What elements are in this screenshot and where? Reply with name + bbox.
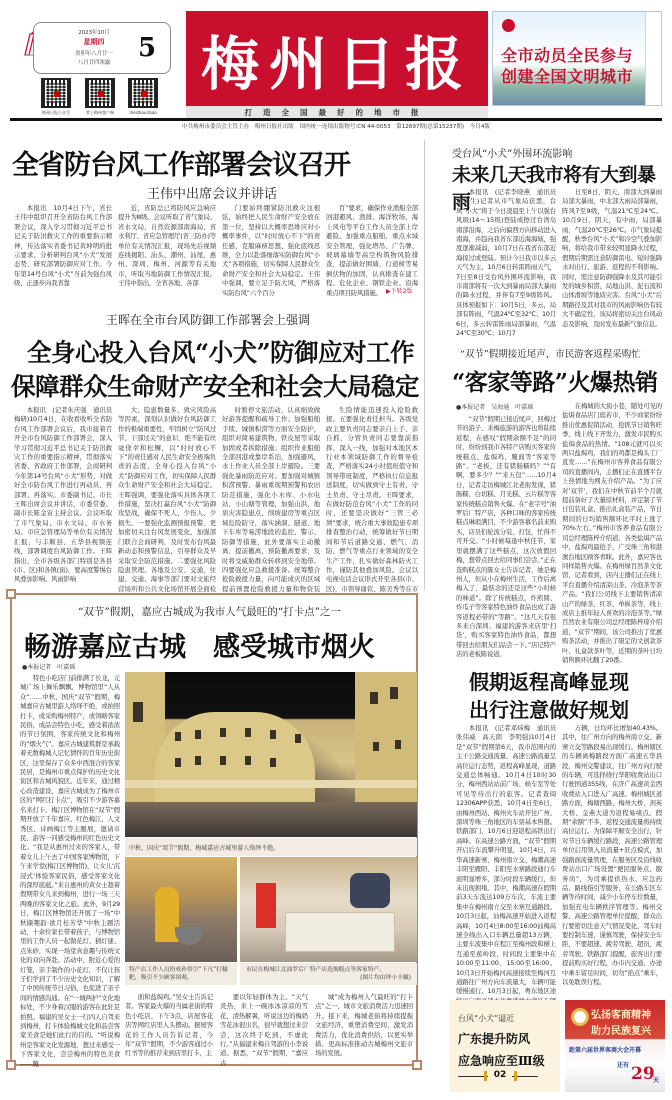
story1-col-1: 本报讯 10月4日下午，省长王伟中组织召开全省防台风工作部署会议，深入学习贯彻习近平总书记关于防汛救灾工作的重要指示精神，传达落实省委书记黄坤明的批示要求，分析研判台风“小犬”发展态势，研究部署防御应对工作。今年第14号台风“小犬”当前为强台风级，正逐步向我省靠 [14,204,112,288]
photo-caption-main: 中秋、国庆“双节”假期，梅城嘉应古城里游人络绎不绝。 [125,838,417,856]
qr-code-wechat[interactable] [41,78,71,108]
qr-caption: 掌上梅州客户端 [86,110,114,115]
feature-headline[interactable]: 畅游嘉应古城 感受城市烟火 [24,632,375,663]
story1-subhead: 王伟中出席会议并讲话 [147,187,278,202]
story1-col-4: 百”要求，确保作业渔船全部回港避风、渔排、海洋牧场、海上风电等平台工作人员全部上岸避险。加强重点船舶、重点水域安全管理，强化塔吊、广告牌、玻璃幕墙等高空构筑物风险排查，提前做好围墙、行道树等易倒伏物的加固，认真排查在建工程、危化企业、钢铁企业、沿海重点项目防风措施。 [326,204,418,297]
hakka-goods-col-1: “双节”假期已接近尾声，回梅过节的游子、来梅旅游的游客也将陆续返程，在感叹“假期余额不足”的同时，纷纷到我市各特产店购买客家传统糕点、盐焗鸡、腌面等“客家等路”。“老板，还有猪肠糯吗？”“有啊，要多少？”“来五包”……10月4日，记者走访梅城江北老街发现，猪肠糯、白切糕、月光糕、云片糕等客家传统糕点销售火爆。在“老字号”油罗后厂特产店，各种口味的客家传统糕点琳琅满目，不少游客慕名前来购买，店员们轮流分装、打包，忙得不可开交。“小时候每逢中秋佳节，家里就摆满了这些糕点，这次放假回梅，想带点回去给同事们尝尝。”正在选购糕点的陈女士告诉记者，她是梅州人，但从小在梅州生活，工作后离梅入了，最惦念的还是这些“小时候的味道”。除了传统糕点，炸煎圆、炸瓜子等客家特色油炸食品也成了游客返程必带的“等路”。“这几天有很多来自深圳、福建的游客来店里‘扫货’，购买客家特色油炸食品，都想带回去给朋友们品尝一下。”店记特产店的老板陈说道。 [456,415,556,659]
lunar-date: 癸卯年八月廿一 [75,51,113,57]
continued-link[interactable]: ▶下转2版 [386,288,413,295]
feature-kicker: “双节”假期，嘉应古城成为我市人气最旺的“打卡点”之一 [78,606,341,618]
story2-headline-line1[interactable]: 全身心投入台风“小犬”防御应对工作 [27,338,415,367]
travel-col-2: 万辆，日均环比增加40.43%。其中，往广州方向的梅州南立交、新寨立交等路段易出现缓行。梅州辖区的车辆离梅路段方面广高速五华县段，梅州交警建议，往广州方向行驶的车辆，可选择绕行华阳收费站出口行驶国道355线，在济广高速黄金西收费站入口进入广高速。梅州城区道路方面，梅塘西路、梅州大桥、剑英大桥、金燕大道为返程易堵点。假期“余额”不多，返程交通流量将持续高位运行。为保障平顺安全出行，针对节日车辆缓行路段，高速公路管理单位启用领入员流量+驻点模式，加强路面流量管理，在服务区及沿线收费站出口广场设置“便民服务点、服务岗”，为司乘提供热水、应急药品、路线指引等服务，在公路车区车辆等待时间，减少小车停车位数量，加强充电车辆秩序管理等。梅州交警、高速公路管理单位提醒，群众出行要密切注意天气情况变化，驾车时要控制车速，谨慎驾驶，保持安全车距，不要超速、疲劳驾驶、超员，疲劳驾驶。铁路部门提醒，旅客出行要提前购买好行程，办市内交通、办途中乘车留足时间，切勿“掐点”乘车，以免耽误行程。 [562,724,662,986]
ad-side-strip [645,12,661,105]
date-box [33,22,171,74]
slogan: 打造全国最好的地市报 [244,108,430,117]
masthead-banner [186,11,488,106]
hakka-goods-headline[interactable]: “客家等路”火爆热销 [452,369,658,396]
masthead-rule [10,118,662,121]
photo-caption-a: 特产店工作人员扮成孙悟空“下凡”打糍粑，吸引不少顾客围观。 [125,963,237,985]
ad2-line-2: 助力民族复兴 [591,1026,651,1037]
story1-col-2: 近，省防总已将防风应急响应提升为Ⅲ级。会议听取了省气象局、省水文局、自然资源部南海局、省水利厅、省应急管理厅(省三防办)等单位有关情况汇报，现场先后视频连线揭阳、汕头、潮州、汕尾、惠州、深圳、梅州、河源等有关地市，听取当地防御工作情况汇报。王伟中指出，全省各地、各部 [118,204,216,288]
travel-headline-line2[interactable]: 出行注意做好规划 [469,698,629,722]
story1-col-3: 门要始终绷紧防汛救灾这根弦，始终把人民生命财产安全放在第一位，坚持以大概率思维应对小概率事件，以“时时放心不下”的责任感，克服麻痹思想、强化底线思维，全力以赴落细落实防御台风“小犬”各项措施，切实保障人民群众生命财产安全和社会大局稳定。王伟中强调，要立足于防大风，严格落实防台风“六个百分 [222,204,320,297]
shop-worker [256,883,276,928]
travel-headline-line1[interactable]: 假期返程高峰显现 [469,670,629,694]
ad-line-1: 全市动员全民参与 [501,46,634,65]
travel-col-1: 本报讯 (记者邓炜梅 通讯员张伟威 高天朗 李明强)10月4日是“双节”假期第6天，我市范围内的主干公路交通流量、高速公路流量呈高位运行态势，返程高峰显现，道路交通总体畅通。10月4日10时30分，梅州西站站前广场、候车室等处可见等待出行的旅客。记者查阅12306APP获悉，10月4日至6日，由梅州西站、梅州火车站开往广州、深圳等珠三角地区的车票基本售罄。铁路部门，10月6日迎返程高铁出行高峰。在高速公路方面，“双节”假期开启后车流攀升明显，10月4日，兴华高速新寨、梅州南立交、梅潮高速丰阳至雁阳、丰阳至水寨路段通行车流明显增多，部分时段车辆缓行，但未出现拥堵。其中，梅潮高速在假期前3天车流达109万车次，车流主要集中在梅州南立交至水寨互通路段。10月3日起，汕梅高速开始进入返程高峰，10月4日8:00至16:00汕梅高速全线出入口车辆总量超13万辆，主要车流集中在程江至梅州段和横上互通至蕉岭段，时间段主要集中在10:00至11:00、15:00至16:00。10月3日开始梅河高速接续至梅河互通路往广州方向车流量大，车辆可能缓慢通行。10月3日起，粤东地区途 [456,724,556,996]
building-center [155,712,315,802]
photo-caption-b [240,963,417,985]
hakka-goods-col-2: 在梅城的大街小巷，随处可见的盐焗食品店门庭若市，不少商家纷纷推出优惠促销活动，抢抓节日销售旺季，线上线下齐发力，激发市民购买盐焗食品的热情。“108元就可以买两只盐焗鸡，我们的鸡都是梅头工厂直发……”在梅州市客养食品有限公司的直播间内，主播们正在直播平台上热情地为网友介绍产品。“为了应对‘双节’，我们在中秋节前半个月就提前备好了大量原材料，并定制了节日包装礼盒、推出礼盒装产品，节日期间的日均销售额环比平时上涨了70%左右。”梅州市客养食品有限公司总经理陈梓介绍道，各类盐焗产品中，盐焗鸡最抢手，广受珠三角和港澳台地区顾客青睐。此外，嘉应客也同样销售火爆。在梅州绿百然茶文化馆，记者看到，店内主播们正在线上平台直播介绍清凉山茶、冷泡茶等茶产品。“我们公司线下主要销售清凉山产的绿茶、红茶、单枞茶等，线上或店主推年轻人喜欢的冷泡茶等。”绿百然农业有限公司总经理陈梓琼介绍道，“双节”期间，该公司推出了优惠购茶活动，并推出了限定的文创款茶叶、礼盒款茶叶等，近期的茶叶日均销售额环比翻了20番。 [562,402,662,664]
story2-col-3: 时暂停文旅活动，认真细致做好游客提醒和疏导工作；加强船舶手续、城镇积涝等方面安全防护，组织对简易建筑物、铁皮屋等采取加固或者拆除措施；组织作业船舶全部回港或靠岸系泊，加强避风，水上作业人员全部上岸避险。三要强化暴雨防范应对。要加强对城镇积涝预警、暴雨重现期预警和农田防范措施，强化小水库、小水电站、小山塘等管理，加强山洪、地质灾害隐患点、削坡建房等重点区域危险防守，落实涵洞、隧道、地下车库等易涝地段的监控、警示、防御等措施，此外要落实主动撤离、提前撤离，预防撤离要求，及时将受威胁群众转移到安全地带。四要强化应急救援准备。统筹整合抢险救援力量，向可能成灾的区域提前预置抢险救援力量和物资装 [222,406,320,593]
ad2-line-1: 弘扬客商精神 [591,1010,651,1021]
ad-line-2: 创建全国文明城市 [501,67,634,86]
newspaper-title: 梅州日报 [200,30,473,98]
weather-col-1: 本报讯 (记者李晓燕 通讯员谢盛生)记者从市气象局获悉，台风“小犬”将于今日凌晨至上午以强台风级(14～15级)登陆或擦过台湾岛南部沿海，之后向偏西方向移动进入南海，并趋向我省东部近海海域，强度逐渐减弱，10月7日在我省东部近海掠过或登陆。预计今日我市以多云天气为主，10月6日转雷阵雨天气，7日至8日受台风外围环流影响，我市南部将有一次大到暴雨局部大暴雨的降水过程，并伴有7至9级阵风。具体预报如下：10月5日，多云，局部有阵雨，气温24℃至32℃；10月6日，多云转雷阵雨局部暴雨，气温24℃至30℃；10月7 [456,188,556,338]
qr-caption: meizhouribao [129,110,157,115]
slogan-bar [186,106,488,118]
civilization-city-ad[interactable] [492,11,662,106]
feature-col-mid-1: 面和盐焗鸡。”吴女士告诉记者。客家最火爆的当属老街的特色小吃店，下午3点，店屋客花店等网红店里人头攒动。据屋客花的工作人员告诉记者，今年“双节”假期，不少游客通过小红书等的推荐来到店里打卡，主 [125,993,213,1058]
feature-col-left: 特色小吃店门前排满了长龙，元城广场上舞乐飘飘，博物馆里“人从众”……中秋、国庆“双节”假期，梅城嘉应古城里游人络绎不绝，或拍照打卡，或采购梅州特产，或领略客家民俗，或品尝特色小吃，感受着浓浓的节日氛围，客家传统文化和梅州的“烟火气”。嘉应古城建筑群是承载着无数梅城人记忆情怀的百年历史街区，这里保存了众多中西混合的客家民居，是梅州市重点保护的历史文化街区和古城风貌区。近年来，通过精心改造建设，嘉应古城成为了梅州市区的“网红打卡点”，吸引不少游客慕名来打卡。梅江区博物馆在“双节”假期开放了千年嘉应、红色梅江、人文秀区、诗画梅江等主题展，邀请市民、游客一同感受梅州的红色历史文化。“我是从惠州过来的客家人，带着女儿上午去了中国客家博物馆，下午来学堂(梅江区博物馆)，让女儿‘沉浸式’体验客家民俗，感受客家文化的深厚底蕴。”来自惠州的黄女士趁着假期带女儿来到梅州，进行一场三天两晚的客家文化之旅。此外，9月29日，梅江区博物馆还开展了一场“中秋撷趣韵·欲月桂芳华”中秋主题活动，十余位家长带着孩子，与博物馆里的工作人员一起做花灯、猜灯谜、点朱砂，实现一场堂真意趣与传统文化的双向奔赴。活动中，附近心爱的灯笼，亲手制作的小花灯，不仅让孩子们学到了不少历史文化知识，了解了中国传统节日习俗，也促进了亲子间的情感沟通。在“一城两护”文化地标处，不少身着汉服的游客在此驻足拍照。福建的吴女士一行四人自驾来到梅州，打卡体验梅城文化和品尝客家美食是她们此行的目的。“听说梅州是客家文化发源地，想过来感受一下客家文化，尝尝梅州的特色美食——腌 [20,674,120,1068]
shop-signs [125,780,417,788]
column-divider [424,140,425,590]
border-ornament [6,589,16,599]
day-number: 5 [138,33,157,63]
publisher-info: 中共梅州市委员会主管主办 梅州日报社出版 国内统一连续出版物号:CN 44-0053 第12697期(总第15237期) 今日4版 [182,124,490,130]
weather-col-2: 日至8日，阴天，南部大到暴雨局部大暴雨，中北部大雨局部暴雨，阵风7至9级，气温21℃至24℃。10月9日，阴天，有中雨，局部暴雨，气温20℃至26℃。市气象局提醒，秋季台风“小犬”和冷空气叠加影响，将给我市带来较明显降水过程，假期后期需注意防御雷电、短时强降水对出行、旅游、返程的不利影响。同时，需注意防御强降水及其可能引发的城乡积涝、局地山洪、泥石流和山体滑坡等地质灾害。台风“小犬”后期路径及其对我市的风雨影响仍有较大不确定性，该局将密切关注台风动态及影响，及时发布最新气象信息。 [562,188,662,328]
solar-term: 八月廿四寒露 [77,60,111,66]
page-marker-right [514,1071,517,1081]
teaser-headline-line1[interactable]: 广东提升防风 [458,1032,531,1046]
weather-kicker: 受台风“小犬”外围环流影响 [452,149,573,160]
border-ornament [412,1060,422,1070]
story2-kicker: 王晖在全市台风防御工作部署会上强调 [106,313,311,327]
monkey-king-photo[interactable] [125,857,237,962]
story2-col-4: 生险情能迅速投入抢险救援。五要强化责任担当。各级党政主要负责同志要亲自上手、亲自抓，分管负责同志要靠前指挥、深入一线，加强对本地区本行业本领域防御工作的督导检查，严格落实24小时值班值守和领导带班制度，严格执行信息报送制度，切实做到守土有责、守土负责、守土尽责。王晖要求，在做好防范台风“小犬”工作的同时，还要坚决做好“三管三必须”要求，统合重大事故隐患专项排查整治行动，统筹做好节日期间和节后道路交通、燃气、消防、燃气等重点行业领域的安全生产工作，扎实做好森林防火工作，谨防其他叠加风险。会议以电视电话会议形式开至各县(市、区)，市领导谢钦、陈美秀等在市 [326,406,418,593]
qr-code-video[interactable] [128,78,158,108]
ad2-still-label: 还有 [617,1062,630,1069]
story2-headline-line2[interactable]: 保障群众生命财产安全和社会大局稳定 [11,372,419,401]
photo-credit: (图片均由钟小丰摄) [360,975,411,981]
crowd-street [125,802,417,837]
page-marker-left [484,1071,487,1081]
feature-col-mid-2: 要以年轻群体为主。“天气炎热，来上一碗冰冰凉凉的雪花，清热解暑，听说这边的梅奶雪花冰很出名，很早就想过来尝尝，这次终于吃到，不虚此行。”从福建来梅自驾游的小李说道。据悉，“双节”假期，“嘉应古 [220,993,308,1067]
pastry-counter [285,912,395,952]
teaser-kicker: 台风“小犬”逼近 [458,1014,515,1023]
feature-col-mid-3: 城”成为梅州人气最旺的“打卡点”之一，城市文旅消费活力迅速回升。接下来，梅城老街将持续提振文旅经济，重塑消费空间，激发消费活力，优化消费供给，以更实举措、更高标准推动古城梅州文旅市场的发展。 [315,993,413,1058]
weather-headline[interactable]: 未来几天我市将有大到暴雨 [452,164,656,213]
story2-col-1: 本报讯 (记者朱庆强 通讯员梅研)10月4日，在收看收听全省防台风工作部署会议后，我市接着召开全市台风防御工作部署会，深入学习贯彻习近平总书记关于防汛救灾工作的重要指示精神，贯彻落实省委、省政府工作部署，会商研判今年第14号台风“小犬”形势，对做好全市防台风工作进行再动员、再部署、再落实。市委副书记、市长王晖出席会议并讲话，市委常委、副市长陈金宙主持会议。会议听取了市气象局、市水文局、市水务局、市应急管理局等单位有关情况汇报，与丰顺县、五华县视频连线，部署调度台风防御工作。王晖指出，全市各级各部门特别是各县(市、区)和各镇(街)，要高度警惕台风叠加影响、风雨影响 [14,406,112,584]
qr-caption: 梅州日报公众号 [42,110,70,115]
weekday: 星期四 [83,38,105,46]
old-town-night-photo[interactable] [125,672,417,837]
ad2-days-count: 29 [631,1064,655,1084]
teaser-headline-line2[interactable]: 应急响应至Ⅲ级 [458,1054,545,1068]
building-right [355,672,417,822]
hakka-merchant-conference-ad[interactable] [565,1000,665,1092]
ad2-countdown-label: 距第六届世界客商大会开幕 [569,1047,642,1054]
hakka-goods-byline: ●本报记者 吴海通 叶嘉瑶 [456,404,534,411]
teaser-page-number[interactable]: 02 [488,1070,512,1082]
story1-headline[interactable]: 全省防台风工作部署会议召开 [12,150,350,181]
hakka-goods-kicker: “双节”假期接近尾声，市民游客返程采购忙 [460,349,641,360]
mortar [175,927,203,945]
conference-emblem-icon [571,1008,589,1026]
qr-code-app[interactable] [85,78,115,108]
specialty-shop-photo[interactable] [240,857,417,962]
ad2-days-unit: 天 [653,1077,660,1084]
border-ornament [6,1060,16,1070]
photo-caption-b-text: 市民在梅城江北油罗后厂特产店选购糕点等客家特产。 [246,967,386,973]
feature-byline: ●本报记者 叶嘉瑶 [22,664,76,671]
year-month: 2023年10月 [78,30,110,36]
story2-col-2: 大、隐患数量多、致灾风险高等因素，深刻认识做好台风防御工作的极端重要性，牢固树立“防风过节、干部过关”的意识，绝不能有丝毫侥幸和松懈，以“时时放心不下”的责任感对人民生命安全极端负责的态度，全身心投入台风“小犬”防御应对工作，切实保障人民群众生命财产安全和社会大局稳定。王晖强调，要强化落实具体各项工作措施，坚决打赢台风“小犬”防御攻坚战，确保不死人、少伤人、少损失。一要强化监测预报预警，更加密切关注台风发展变化，加强部门联合会商研判，及时发布台风最新动态和预警信息，引导群众及早采取安全防范措施。二要强化风险隐患管理。各地及公安、交通、住建、交通、海事等部门要对文旅经营场所和公共文化场馆开展全面检 [118,406,216,593]
customers [350,873,390,908]
emblem-icon [502,19,515,32]
continued-label: 下转2版 [390,288,413,295]
